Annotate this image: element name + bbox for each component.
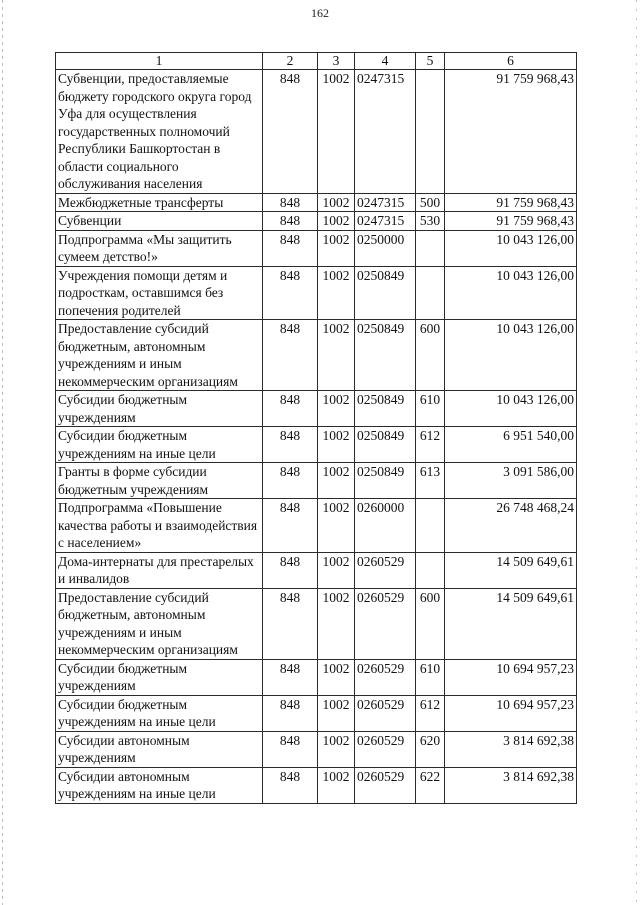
row-name-cell: Учреждения помощи детям и подросткам, оставшимся без попечения родителей [56,266,263,320]
table-body [56,70,577,804]
table-row [56,212,577,231]
row-section-code-cell: 1002 [318,427,355,463]
row-target-article-cell: 0250849 [355,427,416,463]
row-section-code-cell: 1002 [318,320,355,391]
row-section-code-cell: 1002 [318,70,355,194]
table-row [56,659,577,695]
row-target-article-cell: 0250849 [355,463,416,499]
row-name-cell: Подпрограмма «Повышение качества работы и взаимодействия с населением» [56,499,263,553]
row-ved-code-cell: 848 [263,695,318,731]
row-amount-cell: 3 814 692,38 [445,731,577,767]
row-name-cell: Субсидии бюджетным учреждениям на иные цели [56,427,263,463]
row-expense-type-cell: 530 [416,212,445,231]
table-header-row [56,53,577,70]
row-section-code-cell: 1002 [318,731,355,767]
row-section-code-cell: 1002 [318,230,355,266]
row-target-article-cell: 0260529 [355,659,416,695]
row-section-code-cell: 1002 [318,767,355,803]
row-amount-cell: 10 694 957,23 [445,659,577,695]
row-amount-cell: 10 043 126,00 [445,391,577,427]
table-row [56,767,577,803]
column-header: 1 [56,53,263,70]
row-section-code-cell: 1002 [318,499,355,553]
table-row [56,499,577,553]
row-target-article-cell: 0250849 [355,391,416,427]
row-ved-code-cell: 848 [263,588,318,659]
row-amount-cell: 91 759 968,43 [445,193,577,212]
row-amount-cell: 91 759 968,43 [445,212,577,231]
row-section-code-cell: 1002 [318,212,355,231]
row-name-cell: Субсидии бюджетным учреждениям [56,659,263,695]
row-amount-cell: 3 091 586,00 [445,463,577,499]
column-header: 2 [263,53,318,70]
table-row [56,70,577,194]
table-row [56,193,577,212]
row-ved-code-cell: 848 [263,70,318,194]
table-row [56,391,577,427]
row-section-code-cell: 1002 [318,266,355,320]
row-ved-code-cell: 848 [263,731,318,767]
row-ved-code-cell: 848 [263,193,318,212]
row-amount-cell: 14 509 649,61 [445,588,577,659]
row-expense-type-cell [416,499,445,553]
row-target-article-cell: 0260529 [355,588,416,659]
scan-edge-right [636,0,637,905]
row-expense-type-cell [416,70,445,194]
table-row [56,463,577,499]
row-ved-code-cell: 848 [263,320,318,391]
page-number: 162 [311,6,329,20]
row-section-code-cell: 1002 [318,391,355,427]
row-amount-cell: 3 814 692,38 [445,767,577,803]
row-name-cell: Субсидии автономным учреждениям [56,731,263,767]
row-ved-code-cell: 848 [263,659,318,695]
row-target-article-cell: 0260529 [355,767,416,803]
column-header: 4 [355,53,416,70]
row-section-code-cell: 1002 [318,193,355,212]
row-expense-type-cell: 612 [416,427,445,463]
row-expense-type-cell: 600 [416,320,445,391]
row-amount-cell: 14 509 649,61 [445,552,577,588]
row-expense-type-cell [416,266,445,320]
budget-table [55,52,577,804]
row-name-cell: Субсидии автономным учреждениям на иные цели [56,767,263,803]
row-expense-type-cell [416,230,445,266]
row-amount-cell: 10 043 126,00 [445,266,577,320]
row-section-code-cell: 1002 [318,463,355,499]
row-target-article-cell: 0260529 [355,695,416,731]
table-row [56,266,577,320]
table-row [56,230,577,266]
table-row [56,320,577,391]
row-amount-cell: 6 951 540,00 [445,427,577,463]
row-expense-type-cell: 500 [416,193,445,212]
column-header: 3 [318,53,355,70]
row-ved-code-cell: 848 [263,427,318,463]
row-target-article-cell: 0260000 [355,499,416,553]
row-ved-code-cell: 848 [263,463,318,499]
row-name-cell: Подпрограмма «Мы защитить сумеем детство!» [56,230,263,266]
row-target-article-cell: 0247315 [355,70,416,194]
row-ved-code-cell: 848 [263,212,318,231]
row-name-cell: Субсидии бюджетным учреждениям на иные цели [56,695,263,731]
table-row [56,695,577,731]
row-expense-type-cell: 610 [416,391,445,427]
row-name-cell: Предоставление субсидий бюджетным, автономным учреждениям и иным некоммерческим организациям [56,320,263,391]
row-name-cell: Гранты в форме субсидии бюджетным учреждениям [56,463,263,499]
row-section-code-cell: 1002 [318,552,355,588]
row-target-article-cell: 0260529 [355,731,416,767]
row-target-article-cell: 0250849 [355,266,416,320]
row-section-code-cell: 1002 [318,695,355,731]
row-amount-cell: 10 043 126,00 [445,230,577,266]
row-ved-code-cell: 848 [263,230,318,266]
row-target-article-cell: 0250000 [355,230,416,266]
row-target-article-cell: 0247315 [355,212,416,231]
row-name-cell: Субвенции [56,212,263,231]
row-amount-cell: 26 748 468,24 [445,499,577,553]
row-ved-code-cell: 848 [263,499,318,553]
row-section-code-cell: 1002 [318,659,355,695]
column-header: 5 [416,53,445,70]
row-name-cell: Субсидии бюджетным учреждениям [56,391,263,427]
row-expense-type-cell: 613 [416,463,445,499]
row-name-cell: Дома-интернаты для престарелых и инвалидов [56,552,263,588]
row-target-article-cell: 0260529 [355,552,416,588]
row-expense-type-cell: 600 [416,588,445,659]
row-expense-type-cell [416,552,445,588]
column-header: 6 [445,53,577,70]
row-name-cell: Межбюджетные трансферты [56,193,263,212]
row-ved-code-cell: 848 [263,391,318,427]
scan-edge-left [2,0,3,905]
row-expense-type-cell: 610 [416,659,445,695]
row-ved-code-cell: 848 [263,552,318,588]
row-section-code-cell: 1002 [318,588,355,659]
row-expense-type-cell: 622 [416,767,445,803]
table-row [56,427,577,463]
row-name-cell: Субвенции, предоставляемые бюджету городского округа город Уфа для осуществления государственных полномочий Республики Башкортостан в области социального обслуживания населения [56,70,263,194]
row-expense-type-cell: 612 [416,695,445,731]
row-amount-cell: 10 694 957,23 [445,695,577,731]
row-amount-cell: 91 759 968,43 [445,70,577,194]
row-name-cell: Предоставление субсидий бюджетным, автономным учреждениям и иным некоммерческим организациям [56,588,263,659]
table-row [56,731,577,767]
row-ved-code-cell: 848 [263,767,318,803]
row-ved-code-cell: 848 [263,266,318,320]
row-target-article-cell: 0247315 [355,193,416,212]
row-expense-type-cell: 620 [416,731,445,767]
table-row [56,588,577,659]
row-target-article-cell: 0250849 [355,320,416,391]
row-amount-cell: 10 043 126,00 [445,320,577,391]
table-row [56,552,577,588]
